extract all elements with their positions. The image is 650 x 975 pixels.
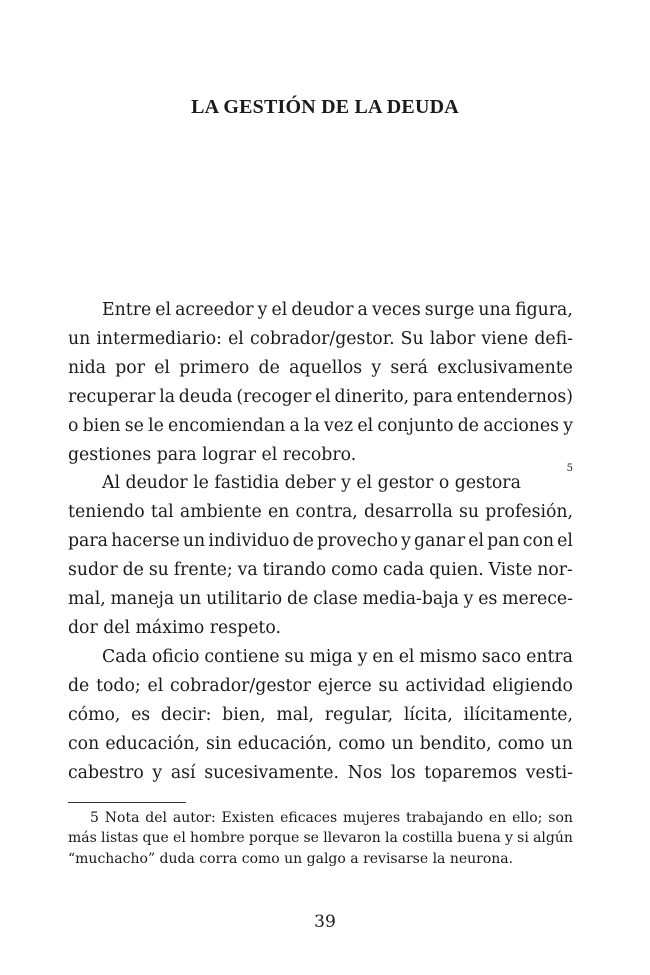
word: autor: bbox=[172, 810, 216, 826]
word: cabestro bbox=[68, 762, 144, 783]
word: el bbox=[315, 386, 331, 407]
word: contra, bbox=[295, 502, 358, 523]
word: los bbox=[390, 762, 416, 783]
word: nida bbox=[68, 357, 107, 378]
word: va bbox=[237, 560, 258, 581]
word: mismo bbox=[419, 646, 477, 667]
word: labor bbox=[429, 328, 476, 349]
word: sudor bbox=[68, 560, 118, 581]
word: Entre bbox=[102, 300, 152, 320]
word: si bbox=[517, 830, 529, 847]
word: y bbox=[563, 415, 573, 436]
word: figura, bbox=[515, 300, 573, 320]
word: nor- bbox=[537, 560, 573, 581]
word: del bbox=[145, 810, 167, 826]
word: un bbox=[179, 589, 202, 610]
word: frente; bbox=[173, 560, 233, 581]
word: mujeres bbox=[343, 810, 401, 826]
word: el bbox=[147, 675, 164, 696]
word: dinerito, bbox=[334, 386, 410, 407]
word: Viste bbox=[488, 560, 533, 581]
word: de bbox=[287, 589, 309, 610]
footnote-marker[interactable]: 5 bbox=[566, 463, 573, 475]
paragraph-line bbox=[68, 643, 573, 672]
paragraph-line bbox=[68, 527, 573, 556]
word: una bbox=[478, 300, 511, 320]
word: sucesivamente. bbox=[204, 762, 340, 783]
word: bien bbox=[82, 415, 121, 436]
word: recuperar bbox=[68, 386, 156, 407]
chapter-title: LA GESTIÓN DE LA DEUDA bbox=[191, 96, 459, 118]
word: le bbox=[148, 415, 164, 436]
word: el bbox=[173, 830, 186, 847]
word: Existen bbox=[221, 810, 275, 826]
word: eficaces bbox=[280, 810, 338, 826]
word: vesti- bbox=[525, 762, 573, 783]
word: regular, bbox=[324, 704, 394, 725]
paragraph-line bbox=[68, 412, 573, 441]
word: de bbox=[457, 415, 479, 436]
word: 5 bbox=[90, 810, 99, 826]
word: acciones bbox=[483, 415, 560, 436]
word: como bbox=[338, 733, 386, 754]
paragraph-line bbox=[68, 730, 573, 759]
word: algún bbox=[533, 830, 573, 847]
word: clase bbox=[313, 589, 358, 610]
word: pan bbox=[487, 531, 520, 552]
word: Cada bbox=[102, 646, 147, 667]
word: individuo bbox=[208, 531, 290, 552]
word: ambiente bbox=[179, 502, 262, 523]
word: todo; bbox=[96, 675, 141, 696]
word: mal, bbox=[68, 589, 106, 610]
word: deudor bbox=[291, 300, 354, 320]
word: el bbox=[228, 328, 244, 349]
word: porque bbox=[248, 830, 300, 847]
word: lícita, bbox=[403, 704, 453, 725]
word: encomiendan bbox=[168, 415, 286, 436]
paragraph-line bbox=[68, 463, 573, 498]
word: y bbox=[505, 830, 513, 847]
word: desarrolla bbox=[364, 502, 453, 523]
word: y bbox=[463, 589, 474, 610]
paragraph-line: dor del máximo respeto. bbox=[68, 617, 281, 638]
word: la bbox=[159, 386, 176, 407]
word: y bbox=[257, 300, 268, 320]
word: trabajando bbox=[405, 810, 484, 826]
word: exclusivamente bbox=[437, 357, 573, 378]
word: mal, bbox=[276, 704, 315, 725]
word: bendito, bbox=[419, 733, 492, 754]
word: el bbox=[468, 531, 484, 552]
paragraph-line-text: Al deudor le fastidia deber y el gestor o gestora bbox=[102, 473, 521, 494]
word: a bbox=[289, 415, 300, 436]
word: cada bbox=[382, 560, 425, 581]
word: media-baja bbox=[362, 589, 459, 610]
word: contiene bbox=[204, 646, 280, 667]
word: cobrador/gestor. bbox=[249, 328, 395, 349]
word: primero bbox=[179, 357, 250, 378]
word: eligiendo bbox=[492, 675, 573, 696]
word: aquellos bbox=[289, 357, 363, 378]
word: más bbox=[68, 830, 97, 847]
word: Su bbox=[400, 328, 424, 349]
word: deuda bbox=[178, 386, 233, 407]
word: el bbox=[154, 357, 170, 378]
word: saco bbox=[481, 646, 522, 667]
word: ganar bbox=[414, 531, 466, 552]
word: quien. bbox=[429, 560, 484, 581]
word: cómo, bbox=[68, 704, 121, 725]
word: Nota bbox=[104, 810, 140, 826]
paragraph-line bbox=[68, 325, 573, 354]
word: surge bbox=[424, 300, 475, 320]
body-text bbox=[68, 296, 573, 787]
word: para bbox=[68, 531, 108, 552]
word: a bbox=[357, 300, 368, 320]
word: buena bbox=[457, 830, 501, 847]
word: entra bbox=[526, 646, 573, 667]
word: su bbox=[378, 675, 399, 696]
word: maneja bbox=[110, 589, 175, 610]
word: por bbox=[115, 357, 145, 378]
word: un bbox=[182, 531, 206, 552]
word: tirando bbox=[262, 560, 327, 581]
paragraph-line bbox=[68, 354, 573, 383]
footnote-line: “muchacho” duda corra como un galgo a revisarse la neurona. bbox=[68, 850, 514, 867]
word: un bbox=[391, 733, 414, 754]
word: defi- bbox=[534, 328, 573, 349]
word: teniendo bbox=[68, 502, 145, 523]
word: provecho bbox=[317, 531, 398, 552]
word: intermediario: bbox=[96, 328, 222, 349]
word: como bbox=[497, 733, 545, 754]
word: costilla bbox=[402, 830, 453, 847]
word: cobrador/gestor bbox=[170, 675, 312, 696]
page-number: 39 bbox=[314, 912, 336, 932]
word: de bbox=[68, 675, 90, 696]
word: decir: bbox=[160, 704, 212, 725]
word: el bbox=[155, 300, 172, 320]
word: en bbox=[267, 502, 290, 523]
word: es bbox=[478, 589, 498, 610]
word: el bbox=[271, 300, 288, 320]
word: profesión, bbox=[485, 502, 573, 523]
word: llevaron bbox=[323, 830, 381, 847]
word: de bbox=[292, 531, 314, 552]
word: y bbox=[357, 646, 368, 667]
word: miga bbox=[309, 646, 353, 667]
word: son bbox=[548, 810, 573, 826]
word: de bbox=[122, 560, 144, 581]
word: vez bbox=[324, 415, 354, 436]
word: como bbox=[331, 560, 378, 581]
word: (recoger bbox=[236, 386, 312, 407]
footnote-line bbox=[68, 808, 573, 828]
word: ello; bbox=[512, 810, 543, 826]
paragraph-line bbox=[68, 759, 573, 788]
word: y bbox=[401, 531, 411, 552]
word: veces bbox=[371, 300, 421, 320]
word: el bbox=[357, 415, 374, 436]
word: para bbox=[412, 386, 453, 407]
word: actividad bbox=[405, 675, 486, 696]
word: el bbox=[557, 531, 573, 552]
word: su bbox=[148, 560, 169, 581]
word: así bbox=[170, 762, 196, 783]
word: oficio bbox=[151, 646, 200, 667]
word: Nos bbox=[347, 762, 383, 783]
footnote-line bbox=[68, 828, 573, 848]
footnote-divider bbox=[68, 802, 186, 803]
word: educación, bbox=[237, 733, 333, 754]
word: toparemos bbox=[424, 762, 518, 783]
word: la bbox=[385, 830, 398, 847]
word: conjunto bbox=[377, 415, 454, 436]
word: su bbox=[458, 502, 479, 523]
word: hacerse bbox=[111, 531, 180, 552]
word: la bbox=[303, 415, 320, 436]
word: su bbox=[284, 646, 305, 667]
word: educación, bbox=[105, 733, 200, 754]
paragraph-line: gestiones para lograr el recobro. bbox=[68, 444, 357, 465]
footnote bbox=[68, 808, 573, 869]
word: y bbox=[371, 357, 382, 378]
word: con bbox=[68, 733, 100, 754]
word: un bbox=[550, 733, 573, 754]
word: hombre bbox=[190, 830, 245, 847]
word: será bbox=[390, 357, 428, 378]
word: bien, bbox=[222, 704, 266, 725]
word: listas bbox=[101, 830, 139, 847]
word: un bbox=[68, 328, 91, 349]
word: que bbox=[142, 830, 169, 847]
word: se bbox=[303, 830, 319, 847]
word: es bbox=[131, 704, 151, 725]
word: utilitario bbox=[206, 589, 283, 610]
paragraph-line bbox=[68, 701, 573, 730]
word: en bbox=[372, 646, 394, 667]
word: viene bbox=[481, 328, 529, 349]
word: sin bbox=[206, 733, 232, 754]
word: con bbox=[522, 531, 554, 552]
word: en bbox=[488, 810, 507, 826]
word: acreedor bbox=[175, 300, 254, 320]
word: entendernos) bbox=[456, 386, 573, 407]
word: ilícitamente, bbox=[463, 704, 573, 725]
paragraph-line bbox=[68, 556, 573, 585]
word: ejerce bbox=[317, 675, 372, 696]
word: el bbox=[398, 646, 415, 667]
paragraph-line bbox=[68, 498, 573, 527]
paragraph-line bbox=[68, 672, 573, 701]
word: se bbox=[124, 415, 144, 436]
paragraph-line bbox=[68, 296, 573, 325]
word: merece- bbox=[502, 589, 573, 610]
paragraph-line bbox=[68, 383, 573, 412]
word: y bbox=[152, 762, 163, 783]
paragraph-line bbox=[68, 585, 573, 614]
word: tal bbox=[150, 502, 174, 523]
word: de bbox=[258, 357, 280, 378]
word: o bbox=[68, 415, 79, 436]
